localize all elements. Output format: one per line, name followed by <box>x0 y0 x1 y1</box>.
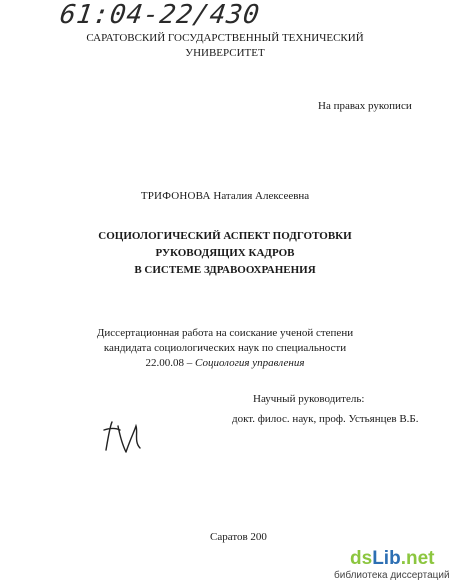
title-line-3: В СИСТЕМЕ ЗДРАВООХРАНЕНИЯ <box>134 264 316 276</box>
city-year: Саратов 200 <box>210 531 267 543</box>
title-line-1: СОЦИОЛОГИЧЕСКИЙ АСПЕКТ ПОДГОТОВКИ <box>98 230 352 242</box>
dissertation-info <box>0 326 450 371</box>
diss-line-1: Диссертационная работа на соискание ученой степени <box>96 327 354 339</box>
dslib-logo <box>350 548 434 570</box>
supervisor-name: докт. филос. наук, проф. Устьянцев В.Б. <box>232 413 419 425</box>
supervisor-label: Научный руководитель: <box>253 393 365 405</box>
university-line-2: УНИВЕРСИТЕТ <box>185 47 265 59</box>
title-line-2: РУКОВОДЯЩИХ КАДРОВ <box>155 247 295 259</box>
logo-ds: ds <box>350 548 373 569</box>
author-surname: ТРИФОНОВА <box>140 190 211 202</box>
author <box>0 190 450 202</box>
rights-note: На правах рукописи <box>318 100 412 112</box>
specialty-name: Социология управления <box>195 357 305 369</box>
dslib-watermark[interactable] <box>330 550 450 582</box>
diss-line-3 <box>0 356 450 371</box>
logo-net: .net <box>400 548 435 569</box>
author-name: Наталия Алексеевна <box>213 190 310 202</box>
diss-line-2: кандидата социологических наук по специальности <box>103 342 347 354</box>
signature-icon <box>96 418 156 458</box>
archive-number: 61:04-22/430 <box>57 0 262 30</box>
logo-lib: Lib <box>372 548 401 569</box>
dissertation-title <box>0 228 450 279</box>
university-name <box>0 31 450 61</box>
watermark-subtitle: библиотека диссертаций <box>334 570 450 581</box>
university-line-1: САРАТОВСКИЙ ГОСУДАРСТВЕННЫЙ ТЕХНИЧЕСКИЙ <box>86 32 364 44</box>
specialty-code: 22.00.08 – <box>145 357 196 369</box>
